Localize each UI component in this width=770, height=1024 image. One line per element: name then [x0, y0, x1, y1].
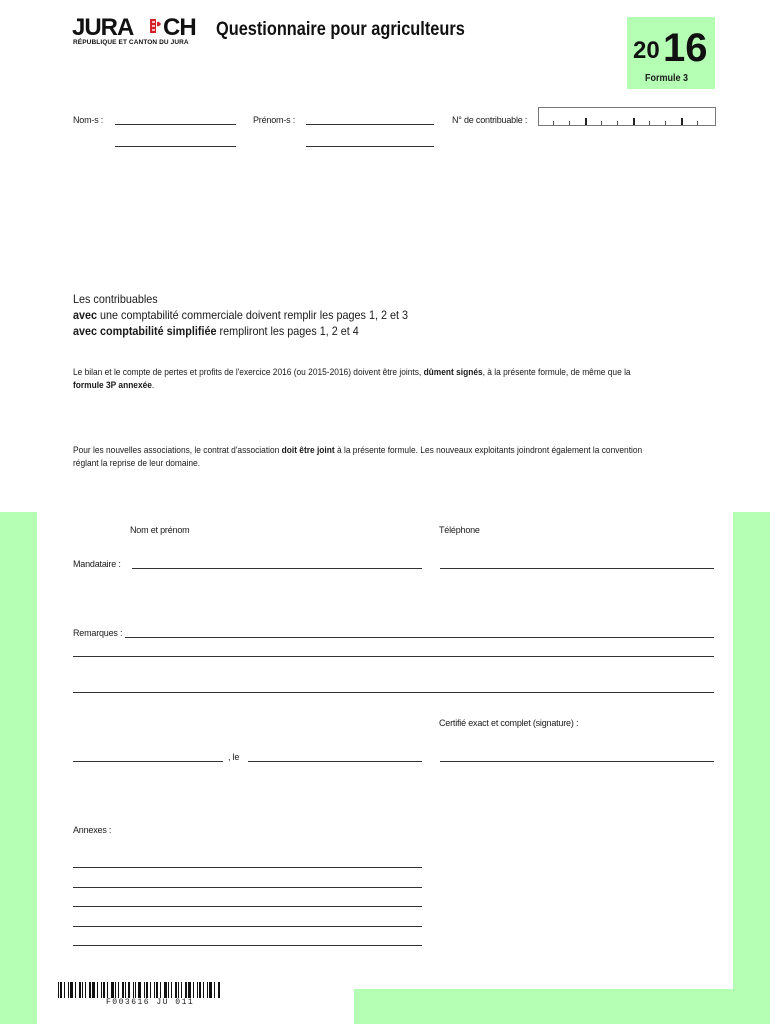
barcode-bar	[64, 982, 65, 998]
barcode-bar	[107, 982, 108, 998]
barcode-bar	[193, 982, 194, 998]
intro-line3-bold: avec comptabilité simplifiée	[73, 324, 217, 338]
barcode-bar	[185, 982, 187, 998]
green-frame-left	[0, 512, 37, 1024]
certified-label: Certifié exact et complet (signature) :	[439, 718, 579, 728]
remarks-line2[interactable]	[73, 656, 714, 657]
place-field[interactable]	[73, 761, 223, 762]
firstname-label: Prénom-s :	[253, 115, 296, 125]
intro-line2-rest: une comptabilité commerciale doivent remplir les pages 1, 2 et 3	[97, 308, 408, 322]
notice1-bold2: formule 3P annexée	[73, 380, 152, 390]
barcode-bar	[207, 982, 208, 998]
barcode-bar	[214, 982, 215, 998]
taxpayer-number-field[interactable]	[538, 107, 716, 126]
barcode-bar	[160, 982, 161, 998]
barcode-bar	[197, 982, 198, 998]
barcode-bar	[218, 982, 220, 998]
barcode-bar	[171, 982, 172, 998]
barcode-bar	[60, 982, 62, 998]
barcode-bar	[203, 982, 204, 998]
remarks-label: Remarques :	[73, 628, 123, 638]
barcode-bar	[175, 982, 177, 998]
logo-emblem-icon	[150, 19, 162, 33]
barcode-bar	[156, 982, 158, 998]
agent-label: Mandataire :	[73, 559, 121, 569]
intro-line3-rest: rempliront les pages 1, 2 et 4	[216, 324, 359, 338]
barcode-bar	[89, 982, 91, 998]
firstname-field-line2[interactable]	[306, 146, 434, 147]
barcode-bar	[150, 982, 151, 998]
signature-field[interactable]	[440, 761, 714, 762]
notice2-text: Pour les nouvelles associations, le contrat d'association	[73, 445, 282, 455]
annex-line3[interactable]	[73, 906, 422, 907]
barcode-bar	[133, 982, 134, 998]
barcode-bar	[75, 982, 76, 998]
barcode-bar	[199, 982, 201, 998]
agent-name-header: Nom et prénom	[130, 525, 190, 535]
barcode-bar	[118, 982, 119, 998]
barcode-bar	[154, 982, 155, 998]
barcode-bar	[115, 982, 116, 998]
date-field[interactable]	[248, 761, 422, 762]
notice1-text: Le bilan et le compte de pertes et profits de l'exercice 2016 (ou 2015-2016) doivent être joints,	[73, 367, 424, 377]
name-field-line2[interactable]	[115, 146, 236, 147]
barcode-bar	[92, 982, 95, 998]
green-frame-right	[733, 512, 770, 1024]
barcode-bar	[79, 982, 81, 998]
annex-line4[interactable]	[73, 926, 422, 927]
barcode-bar	[128, 982, 130, 998]
notice1-text3: .	[151, 380, 155, 390]
date-separator: , le	[228, 752, 240, 762]
intro-line3	[73, 323, 359, 339]
remarks-line1[interactable]	[125, 637, 714, 638]
agent-phone-header: Téléphone	[439, 525, 480, 535]
canton-logo	[72, 14, 212, 48]
remarks-line3[interactable]	[73, 692, 714, 693]
barcode-bar	[188, 982, 191, 998]
firstname-field-line1[interactable]	[306, 124, 434, 125]
barcode-bar	[101, 982, 102, 998]
annexes-label: Annexes :	[73, 825, 112, 835]
year-box	[627, 17, 715, 89]
barcode-image	[58, 982, 221, 998]
barcode-bar	[122, 982, 124, 998]
logo-text-left: JURA	[72, 14, 134, 41]
barcode-bar	[209, 982, 212, 998]
form-label: Formule 3	[645, 73, 689, 84]
name-label: Nom-s :	[73, 115, 104, 125]
year-prefix: 20	[633, 37, 660, 64]
notice2-line1	[73, 443, 642, 457]
barcode-bar	[111, 982, 114, 998]
barcode-bar	[168, 982, 169, 998]
notice1-line1	[73, 365, 631, 379]
barcode-bar	[70, 982, 73, 998]
barcode-bar	[181, 982, 182, 998]
annex-line1[interactable]	[73, 867, 422, 868]
name-field-line1[interactable]	[115, 124, 236, 125]
barcode-bar	[85, 982, 86, 998]
intro-line2-bold: avec	[73, 308, 98, 322]
annex-line5[interactable]	[73, 945, 422, 946]
page-title: Questionnaire pour agriculteurs	[216, 19, 465, 40]
notice1-text2: , à la présente formule, de même que la	[482, 367, 631, 377]
barcode-bar	[138, 982, 141, 998]
barcode-bar	[97, 982, 98, 998]
notice1-bold: dûment signés	[423, 367, 483, 377]
barcode-bar	[68, 982, 69, 998]
notice2-text2: à la présente formule. Les nouveaux exploitants joindront également la convention	[334, 445, 643, 455]
logo-subtitle: RÉPUBLIQUE ET CANTON DU JURA	[73, 39, 189, 46]
barcode-bar	[125, 982, 126, 998]
notice2-bold: doit être joint	[281, 445, 335, 455]
barcode-bar	[146, 982, 148, 998]
intro-line2	[73, 307, 408, 323]
year-suffix: 16	[663, 26, 708, 70]
barcode-bar	[58, 982, 59, 998]
barcode-bar	[103, 982, 105, 998]
taxpayer-label: N° de contribuable :	[452, 115, 528, 125]
intro-line1: Les contribuables	[73, 292, 158, 306]
barcode-bar	[135, 982, 136, 998]
logo-text-right: CH	[163, 14, 196, 41]
notice1-line2	[73, 378, 154, 392]
green-frame-bottom	[354, 989, 770, 1024]
barcode-bar	[144, 982, 145, 998]
notice2-line2: réglant la reprise de leur domaine.	[73, 458, 201, 468]
barcode-bar	[178, 982, 179, 998]
agent-phone-field[interactable]	[440, 568, 714, 569]
barcode-bar	[164, 982, 167, 998]
barcode-bar	[82, 982, 83, 998]
barcode-text: F003616 JU 011	[106, 998, 195, 1007]
annex-line2[interactable]	[73, 887, 422, 888]
agent-name-field[interactable]	[132, 568, 422, 569]
